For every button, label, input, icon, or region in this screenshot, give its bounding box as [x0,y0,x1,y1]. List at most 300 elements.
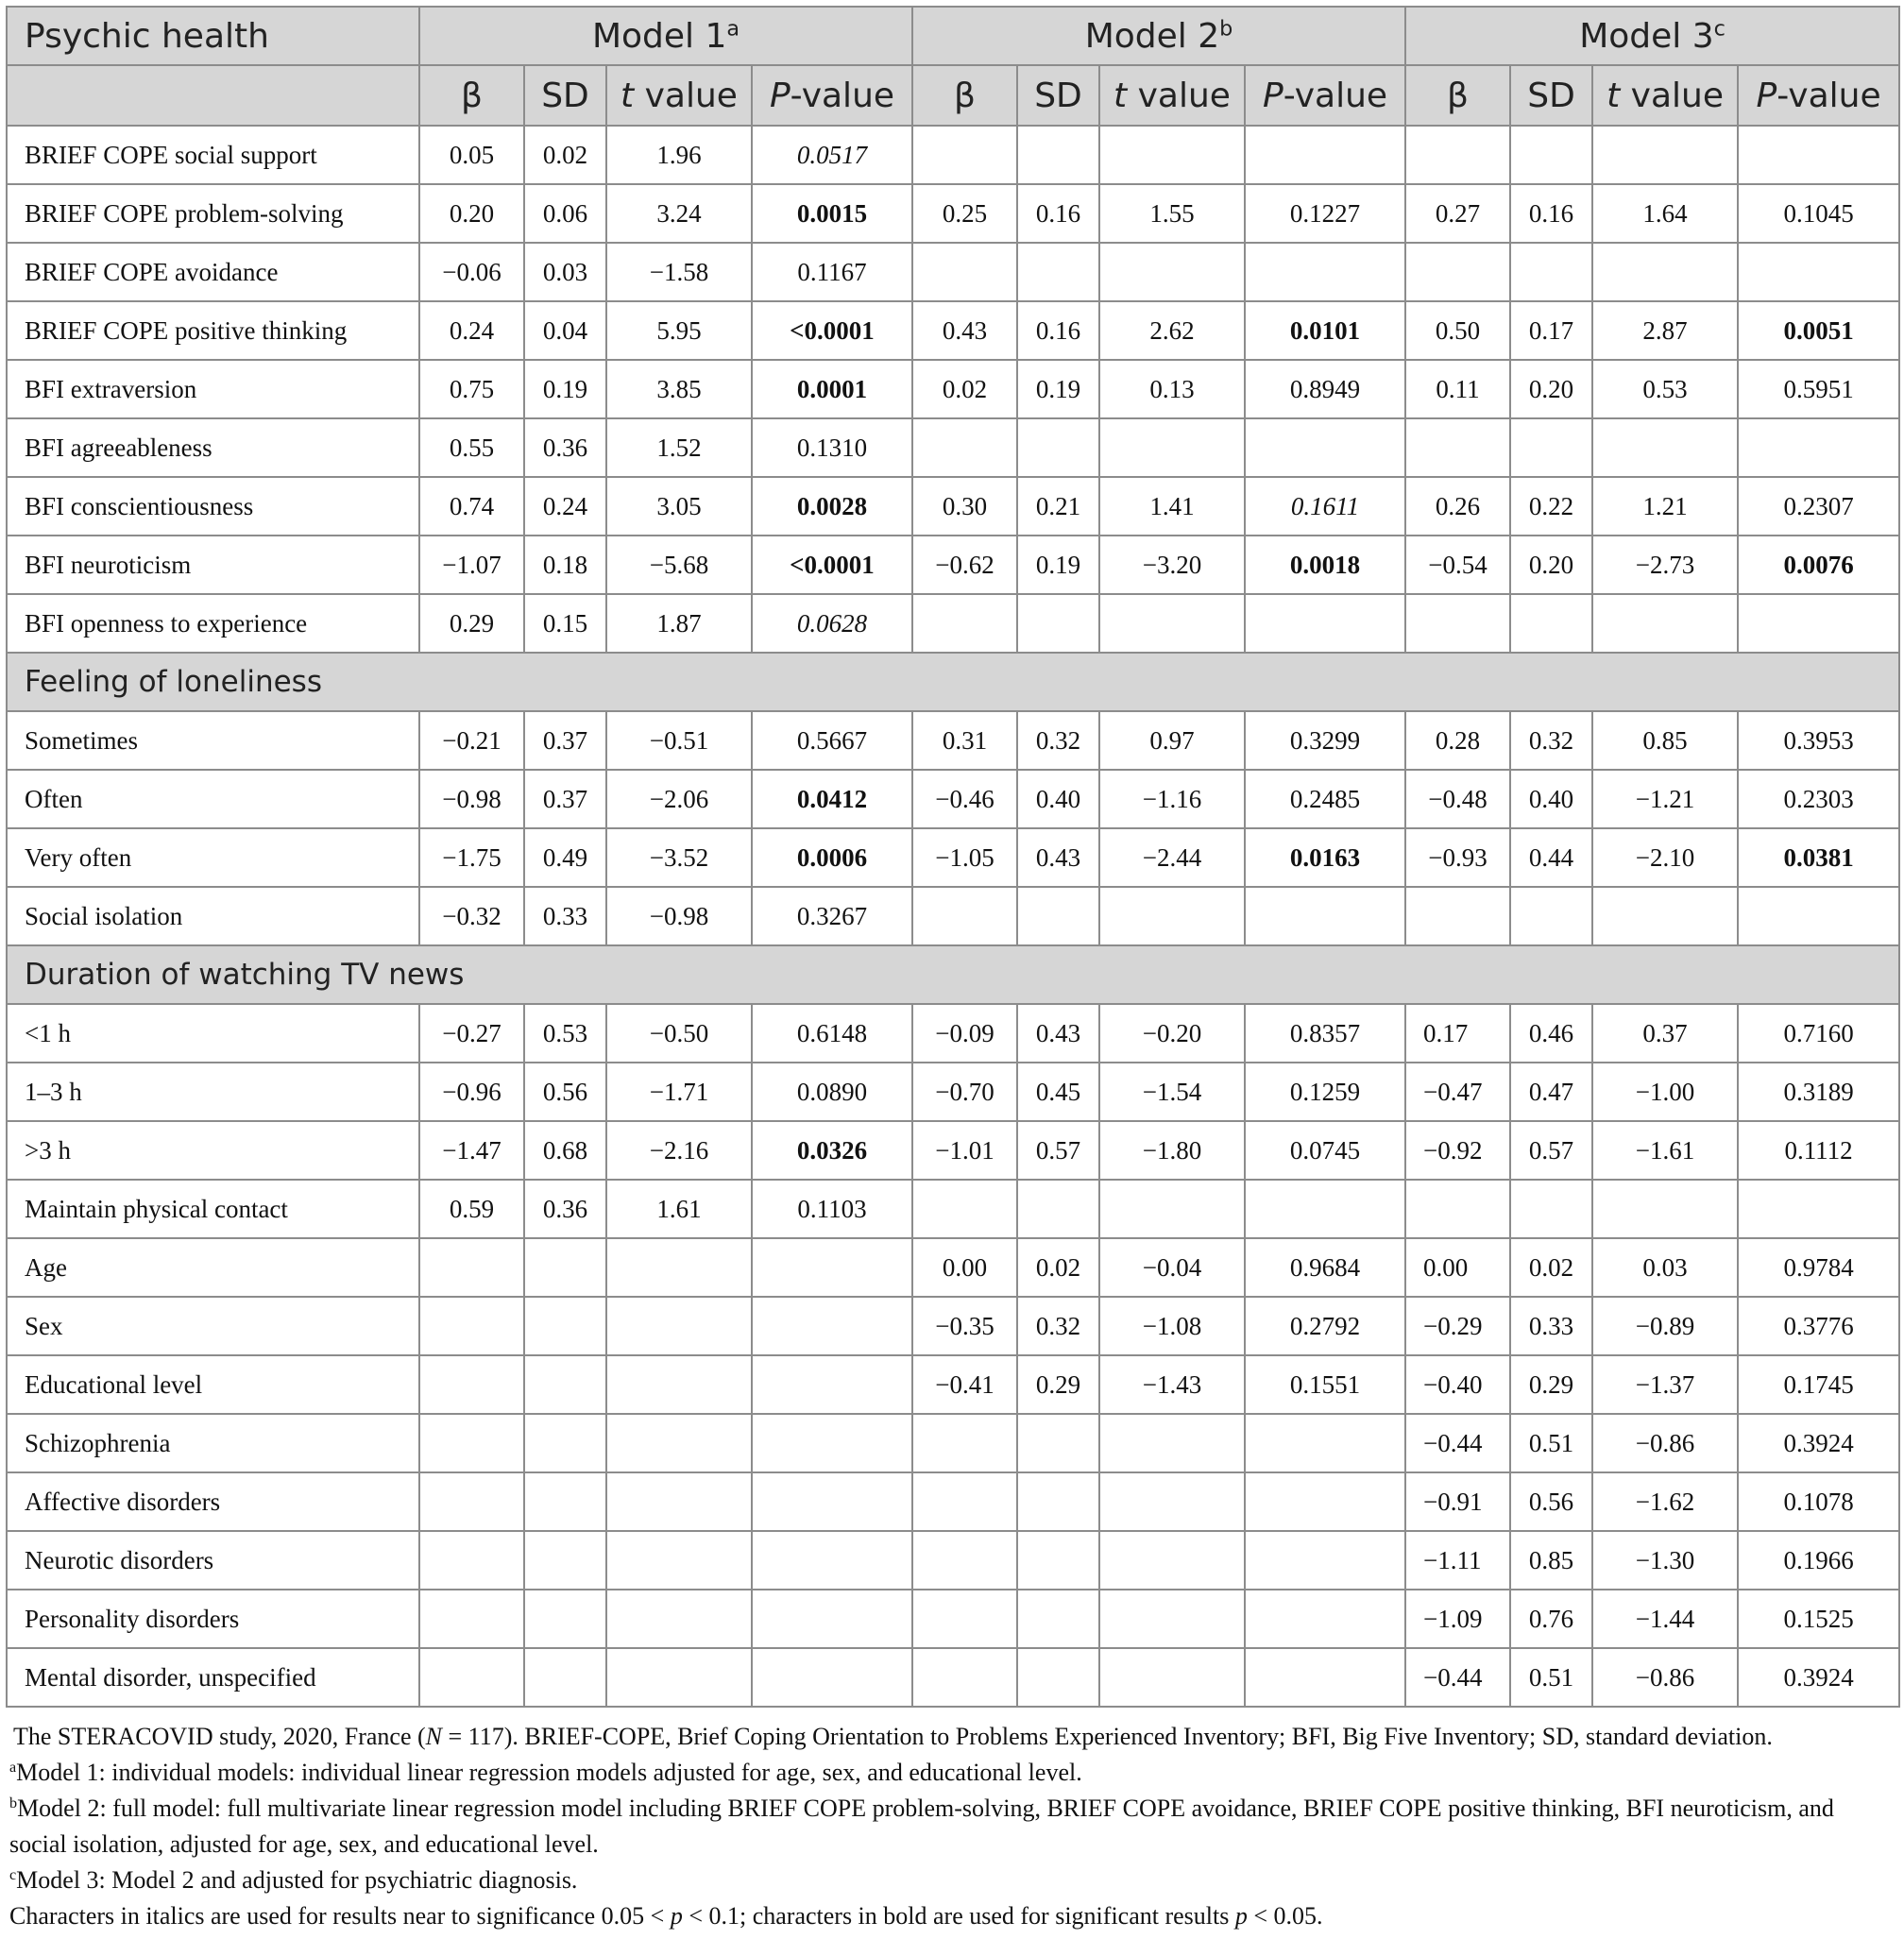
row-label: 1–3 h [7,1063,419,1121]
model-2-sd-cell: 0.43 [1017,1004,1099,1063]
header-row-subcolumns [7,65,1899,126]
model-2-beta-cell: 0.31 [912,711,1017,770]
model-2-beta-cell: −0.70 [912,1063,1017,1121]
model-2-sd-cell: 0.32 [1017,711,1099,770]
model-1-t-value-cell: 1.61 [606,1180,752,1238]
model-3-beta-cell: −0.93 [1405,828,1510,887]
row-label: <1 h [7,1004,419,1063]
model-2-label: Model 2 [1084,16,1220,56]
model-1-beta-cell [419,1531,524,1590]
model-1-sd-cell: 0.68 [524,1121,606,1180]
model-3-beta-cell: 0.17 [1405,1004,1510,1063]
model-3-p-value-cell: 0.3924 [1738,1648,1899,1707]
model-2-p-value-cell: 0.1227 [1245,184,1405,243]
model-2-t-value-cell [1099,1472,1245,1531]
table-row [7,770,1899,828]
model-2-p-value-cell: 0.8357 [1245,1004,1405,1063]
subheader-t-value: t value [606,65,752,126]
model-1-sd-cell [524,1472,606,1531]
model-2-sd-cell: 0.29 [1017,1355,1099,1414]
model-3-p-value-cell: 0.7160 [1738,1004,1899,1063]
model-1-t-value-cell [606,1355,752,1414]
model-2-p-value-cell [1245,1472,1405,1531]
model-2-t-value-cell: 0.13 [1099,360,1245,418]
model-3-t-value-cell: 1.64 [1592,184,1738,243]
model-2-p-value-cell: 0.0163 [1245,828,1405,887]
model-1-t-value-cell: 3.05 [606,477,752,536]
model-2-beta-cell: −0.41 [912,1355,1017,1414]
model-1-sd-cell [524,1414,606,1472]
model-2-beta-cell: 0.30 [912,477,1017,536]
model-3-beta-cell [1405,1180,1510,1238]
model-1-t-value-cell: −2.06 [606,770,752,828]
footnote-study: The STERACOVID study, 2020, France (N = 117). BRIEF-COPE, Brief Coping Orientation to Problems Experienced Inventory; BFI, Big Five Inventory; SD, standard deviation. [13,1723,1773,1750]
model-3-p-value-cell: 0.5951 [1738,360,1899,418]
model-2-beta-cell: −0.62 [912,536,1017,594]
model-3-p-value-cell: 0.0076 [1738,536,1899,594]
model-1-beta-cell: −1.75 [419,828,524,887]
model-2-p-value-cell [1245,1648,1405,1707]
model-3-p-value-cell [1738,887,1899,945]
model-3-beta-cell: 0.27 [1405,184,1510,243]
table-row [7,1063,1899,1121]
row-label: Age [7,1238,419,1297]
model-1-beta-cell: −1.07 [419,536,524,594]
model-2-p-value-cell [1245,243,1405,301]
table-row [7,1355,1899,1414]
model-3-p-value-cell [1738,594,1899,653]
model-1-sd-cell: 0.36 [524,418,606,477]
model-1-p-value-cell: 0.0015 [752,184,912,243]
column-header-psychic-health: Psychic health [7,7,419,65]
model-2-beta-cell: 0.25 [912,184,1017,243]
model-2-t-value-cell: −0.20 [1099,1004,1245,1063]
model-1-p-value-cell: 0.6148 [752,1004,912,1063]
model-2-sd-cell [1017,1648,1099,1707]
model-3-beta-cell [1405,887,1510,945]
model-1-p-value-cell: 0.1103 [752,1180,912,1238]
model-3-t-value-cell: 0.03 [1592,1238,1738,1297]
table-row [7,360,1899,418]
model-2-sd-cell: 0.16 [1017,184,1099,243]
model-3-beta-cell: −0.92 [1405,1121,1510,1180]
table-row [7,1121,1899,1180]
model-2-p-value-cell [1245,1531,1405,1590]
model-2-p-value-cell [1245,1414,1405,1472]
table-row [7,1531,1899,1590]
model-2-sd-cell [1017,1414,1099,1472]
model-2-beta-cell [912,594,1017,653]
subheader-blank [7,65,419,126]
model-2-sd-cell: 0.57 [1017,1121,1099,1180]
model-1-sd-cell: 0.04 [524,301,606,360]
model-1-p-value-cell: <0.0001 [752,301,912,360]
model-3-sd-cell: 0.56 [1510,1472,1592,1531]
model-1-t-value-cell: −0.98 [606,887,752,945]
table-row [7,828,1899,887]
model-1-beta-cell: −0.21 [419,711,524,770]
model-2-beta-cell [912,1414,1017,1472]
model-1-p-value-cell: 0.0001 [752,360,912,418]
model-1-p-value-cell [752,1355,912,1414]
model-3-sd-cell: 0.33 [1510,1297,1592,1355]
model-1-t-value-cell: 1.96 [606,126,752,184]
model-3-t-value-cell: −0.86 [1592,1648,1738,1707]
model-3-beta-cell: −1.09 [1405,1590,1510,1648]
row-label: Schizophrenia [7,1414,419,1472]
section-title: Feeling of loneliness [7,653,1899,711]
model-2-p-value-cell: 0.1551 [1245,1355,1405,1414]
table-row [7,1004,1899,1063]
column-header-model-2 [912,7,1405,65]
model-1-p-value-cell: 0.0006 [752,828,912,887]
model-2-beta-cell: 0.43 [912,301,1017,360]
model-1-t-value-cell: 1.52 [606,418,752,477]
model-3-t-value-cell: 0.53 [1592,360,1738,418]
row-label: Personality disorders [7,1590,419,1648]
model-1-sd-cell: 0.15 [524,594,606,653]
model-2-t-value-cell: 1.41 [1099,477,1245,536]
model-3-t-value-cell [1592,887,1738,945]
model-1-sd-cell: 0.37 [524,711,606,770]
model-1-beta-cell: −0.32 [419,887,524,945]
model-2-p-value-cell: 0.2792 [1245,1297,1405,1355]
model-2-p-value-cell [1245,594,1405,653]
subheader-sd: SD [1510,65,1592,126]
model-1-p-value-cell: 0.0412 [752,770,912,828]
model-3-sd-cell: 0.02 [1510,1238,1592,1297]
model-2-sd-cell: 0.43 [1017,828,1099,887]
model-3-t-value-cell [1592,243,1738,301]
row-label: Sometimes [7,711,419,770]
model-1-t-value-cell [606,1472,752,1531]
row-label: BFI agreeableness [7,418,419,477]
footnote-c: $^c$Model 3: Model 2 and adjusted for psychiatric diagnosis. [9,1866,578,1894]
model-3-beta-cell: 0.11 [1405,360,1510,418]
model-2-t-value-cell: −1.54 [1099,1063,1245,1121]
model-1-sd-cell: 0.24 [524,477,606,536]
model-1-t-value-cell: −2.16 [606,1121,752,1180]
model-3-t-value-cell: −1.37 [1592,1355,1738,1414]
model-2-footnote-mark: b [1219,16,1233,42]
model-2-p-value-cell [1245,1590,1405,1648]
model-2-t-value-cell: −1.80 [1099,1121,1245,1180]
model-2-t-value-cell [1099,126,1245,184]
model-1-p-value-cell [752,1472,912,1531]
column-header-model-1 [419,7,912,65]
section-header-row [7,653,1899,711]
model-2-sd-cell [1017,418,1099,477]
model-1-p-value-cell: 0.1310 [752,418,912,477]
model-3-t-value-cell: 0.37 [1592,1004,1738,1063]
model-2-beta-cell: −0.35 [912,1297,1017,1355]
model-2-t-value-cell: −0.04 [1099,1238,1245,1297]
table-row [7,243,1899,301]
model-1-beta-cell: 0.05 [419,126,524,184]
table-footnotes [6,1719,1898,1934]
results-table [6,6,1900,1708]
model-2-t-value-cell [1099,1414,1245,1472]
model-3-sd-cell: 0.20 [1510,360,1592,418]
model-1-beta-cell: −0.27 [419,1004,524,1063]
model-1-beta-cell: 0.55 [419,418,524,477]
row-label: BFI neuroticism [7,536,419,594]
model-2-sd-cell [1017,243,1099,301]
model-2-t-value-cell [1099,1590,1245,1648]
model-2-t-value-cell: −1.08 [1099,1297,1245,1355]
model-1-t-value-cell: −0.51 [606,711,752,770]
model-2-sd-cell: 0.45 [1017,1063,1099,1121]
model-2-beta-cell [912,418,1017,477]
subheader-sd: SD [1017,65,1099,126]
model-1-beta-cell: 0.24 [419,301,524,360]
model-1-t-value-cell: 1.87 [606,594,752,653]
model-1-sd-cell [524,1238,606,1297]
table-row [7,594,1899,653]
model-1-t-value-cell: −1.71 [606,1063,752,1121]
table-row [7,301,1899,360]
model-1-label: Model 1 [591,16,727,56]
model-3-sd-cell: 0.20 [1510,536,1592,594]
model-1-t-value-cell [606,1414,752,1472]
model-3-beta-cell: −0.29 [1405,1297,1510,1355]
model-3-sd-cell: 0.85 [1510,1531,1592,1590]
row-label: Affective disorders [7,1472,419,1531]
model-2-t-value-cell [1099,1180,1245,1238]
model-3-t-value-cell: 2.87 [1592,301,1738,360]
model-3-sd-cell [1510,126,1592,184]
model-2-p-value-cell [1245,126,1405,184]
model-1-p-value-cell: 0.0628 [752,594,912,653]
model-2-p-value-cell: 0.0745 [1245,1121,1405,1180]
model-3-t-value-cell: 1.21 [1592,477,1738,536]
model-1-sd-cell [524,1531,606,1590]
model-1-p-value-cell [752,1297,912,1355]
model-2-beta-cell [912,887,1017,945]
model-2-beta-cell [912,1472,1017,1531]
row-label: BRIEF COPE social support [7,126,419,184]
model-2-p-value-cell [1245,1180,1405,1238]
model-2-t-value-cell [1099,418,1245,477]
model-2-t-value-cell [1099,594,1245,653]
subheader-beta: β [1405,65,1510,126]
model-2-sd-cell: 0.19 [1017,360,1099,418]
model-3-t-value-cell [1592,1180,1738,1238]
model-3-p-value-cell: 0.2303 [1738,770,1899,828]
model-1-sd-cell: 0.33 [524,887,606,945]
model-3-sd-cell: 0.44 [1510,828,1592,887]
model-3-sd-cell: 0.22 [1510,477,1592,536]
model-1-sd-cell [524,1590,606,1648]
model-2-beta-cell: 0.00 [912,1238,1017,1297]
model-3-t-value-cell: −1.00 [1592,1063,1738,1121]
model-2-p-value-cell: 0.2485 [1245,770,1405,828]
model-3-p-value-cell: 0.0051 [1738,301,1899,360]
model-3-p-value-cell [1738,126,1899,184]
subheader-beta: β [419,65,524,126]
model-3-beta-cell: 0.00 [1405,1238,1510,1297]
model-1-beta-cell [419,1648,524,1707]
model-1-p-value-cell: 0.0517 [752,126,912,184]
model-1-sd-cell: 0.37 [524,770,606,828]
model-1-p-value-cell: 0.0028 [752,477,912,536]
row-label: Often [7,770,419,828]
model-1-t-value-cell [606,1297,752,1355]
model-1-t-value-cell [606,1648,752,1707]
model-1-t-value-cell: −1.58 [606,243,752,301]
table-row [7,477,1899,536]
model-1-beta-cell: 0.74 [419,477,524,536]
section-title: Duration of watching TV news [7,945,1899,1004]
model-2-sd-cell: 0.40 [1017,770,1099,828]
model-3-sd-cell: 0.46 [1510,1004,1592,1063]
model-1-sd-cell [524,1648,606,1707]
model-2-beta-cell [912,1590,1017,1648]
model-1-sd-cell: 0.19 [524,360,606,418]
model-3-beta-cell [1405,243,1510,301]
table-row [7,126,1899,184]
model-1-beta-cell [419,1414,524,1472]
model-3-sd-cell: 0.17 [1510,301,1592,360]
subheader-p-value: P-value [752,65,912,126]
model-1-beta-cell: −1.47 [419,1121,524,1180]
model-1-p-value-cell: 0.1167 [752,243,912,301]
model-3-t-value-cell [1592,126,1738,184]
model-2-t-value-cell [1099,887,1245,945]
table-row [7,1648,1899,1707]
section-header-row [7,945,1899,1004]
model-1-p-value-cell: 0.5667 [752,711,912,770]
row-label: Social isolation [7,887,419,945]
model-3-p-value-cell: 0.1966 [1738,1531,1899,1590]
model-3-sd-cell [1510,1180,1592,1238]
table-row [7,1180,1899,1238]
row-label: BFI extraversion [7,360,419,418]
model-3-sd-cell [1510,594,1592,653]
model-2-beta-cell: −0.46 [912,770,1017,828]
model-3-beta-cell: −0.40 [1405,1355,1510,1414]
model-2-sd-cell: 0.19 [1017,536,1099,594]
row-label: >3 h [7,1121,419,1180]
model-2-t-value-cell: 0.97 [1099,711,1245,770]
model-1-p-value-cell [752,1648,912,1707]
model-1-t-value-cell: 3.24 [606,184,752,243]
model-2-sd-cell: 0.32 [1017,1297,1099,1355]
row-label: BRIEF COPE positive thinking [7,301,419,360]
table-row [7,418,1899,477]
model-1-beta-cell: 0.20 [419,184,524,243]
model-2-p-value-cell: 0.0018 [1245,536,1405,594]
model-1-t-value-cell [606,1238,752,1297]
model-2-sd-cell: 0.02 [1017,1238,1099,1297]
model-3-sd-cell: 0.76 [1510,1590,1592,1648]
model-3-sd-cell: 0.29 [1510,1355,1592,1414]
model-2-t-value-cell: −2.44 [1099,828,1245,887]
model-3-beta-cell: −0.44 [1405,1414,1510,1472]
model-2-t-value-cell: 2.62 [1099,301,1245,360]
model-2-beta-cell [912,126,1017,184]
model-1-beta-cell: 0.29 [419,594,524,653]
model-3-p-value-cell: 0.3924 [1738,1414,1899,1472]
model-1-sd-cell: 0.36 [524,1180,606,1238]
model-1-sd-cell [524,1355,606,1414]
model-3-t-value-cell [1592,594,1738,653]
model-2-p-value-cell [1245,418,1405,477]
model-3-beta-cell: 0.26 [1405,477,1510,536]
model-1-t-value-cell: −0.50 [606,1004,752,1063]
table-row [7,1414,1899,1472]
model-2-t-value-cell: −1.16 [1099,770,1245,828]
subheader-sd: SD [524,65,606,126]
model-1-beta-cell: −0.96 [419,1063,524,1121]
model-3-label: Model 3 [1579,16,1714,56]
footnote-b: $^b$Model 2: full model: full multivariate linear regression model including BRIEF COPE problem-solving, BRIEF COPE avoidance, BRIEF COPE positive thinking, BFI neuroticism, and [9,1794,1834,1822]
row-label: BRIEF COPE avoidance [7,243,419,301]
model-2-sd-cell [1017,1590,1099,1648]
model-3-p-value-cell [1738,418,1899,477]
model-3-t-value-cell: −1.30 [1592,1531,1738,1590]
model-3-sd-cell [1510,243,1592,301]
table-row [7,1472,1899,1531]
model-3-sd-cell: 0.51 [1510,1648,1592,1707]
model-2-p-value-cell: 0.9684 [1245,1238,1405,1297]
model-1-footnote-mark: a [726,16,740,42]
model-2-t-value-cell: 1.55 [1099,184,1245,243]
table-row [7,184,1899,243]
model-3-p-value-cell: 0.2307 [1738,477,1899,536]
model-3-p-value-cell: 0.1045 [1738,184,1899,243]
model-2-sd-cell [1017,594,1099,653]
model-3-p-value-cell: 0.3776 [1738,1297,1899,1355]
table-body [7,126,1899,1707]
model-1-beta-cell: −0.98 [419,770,524,828]
model-3-beta-cell [1405,418,1510,477]
model-1-beta-cell: 0.59 [419,1180,524,1238]
model-3-sd-cell: 0.16 [1510,184,1592,243]
model-2-sd-cell: 0.16 [1017,301,1099,360]
model-3-beta-cell [1405,594,1510,653]
row-label: BFI conscientiousness [7,477,419,536]
model-2-beta-cell: −1.01 [912,1121,1017,1180]
model-1-sd-cell: 0.53 [524,1004,606,1063]
model-1-p-value-cell: <0.0001 [752,536,912,594]
subheader-t-value: t value [1099,65,1245,126]
model-1-t-value-cell: −5.68 [606,536,752,594]
model-3-p-value-cell: 0.1112 [1738,1121,1899,1180]
row-label: Neurotic disorders [7,1531,419,1590]
model-1-p-value-cell: 0.0326 [752,1121,912,1180]
table-row [7,1238,1899,1297]
model-1-beta-cell [419,1297,524,1355]
model-1-sd-cell: 0.06 [524,184,606,243]
model-3-t-value-cell: −1.62 [1592,1472,1738,1531]
subheader-p-value: P-value [1738,65,1899,126]
row-label: BFI openness to experience [7,594,419,653]
table-row [7,1590,1899,1648]
model-3-t-value-cell: −1.44 [1592,1590,1738,1648]
footnote-b-continued: social isolation, adjusted for age, sex, and educational level. [9,1830,599,1858]
footnote-a: $^a$Model 1: individual models: individual linear regression models adjusted for age, sex, and educational level. [9,1759,1082,1786]
model-3-t-value-cell: 0.85 [1592,711,1738,770]
model-3-p-value-cell: 0.3189 [1738,1063,1899,1121]
model-3-t-value-cell: −2.73 [1592,536,1738,594]
model-1-p-value-cell [752,1414,912,1472]
model-3-p-value-cell: 0.1525 [1738,1590,1899,1648]
model-3-beta-cell [1405,126,1510,184]
model-2-p-value-cell [1245,887,1405,945]
subheader-beta: β [912,65,1017,126]
model-1-sd-cell: 0.02 [524,126,606,184]
